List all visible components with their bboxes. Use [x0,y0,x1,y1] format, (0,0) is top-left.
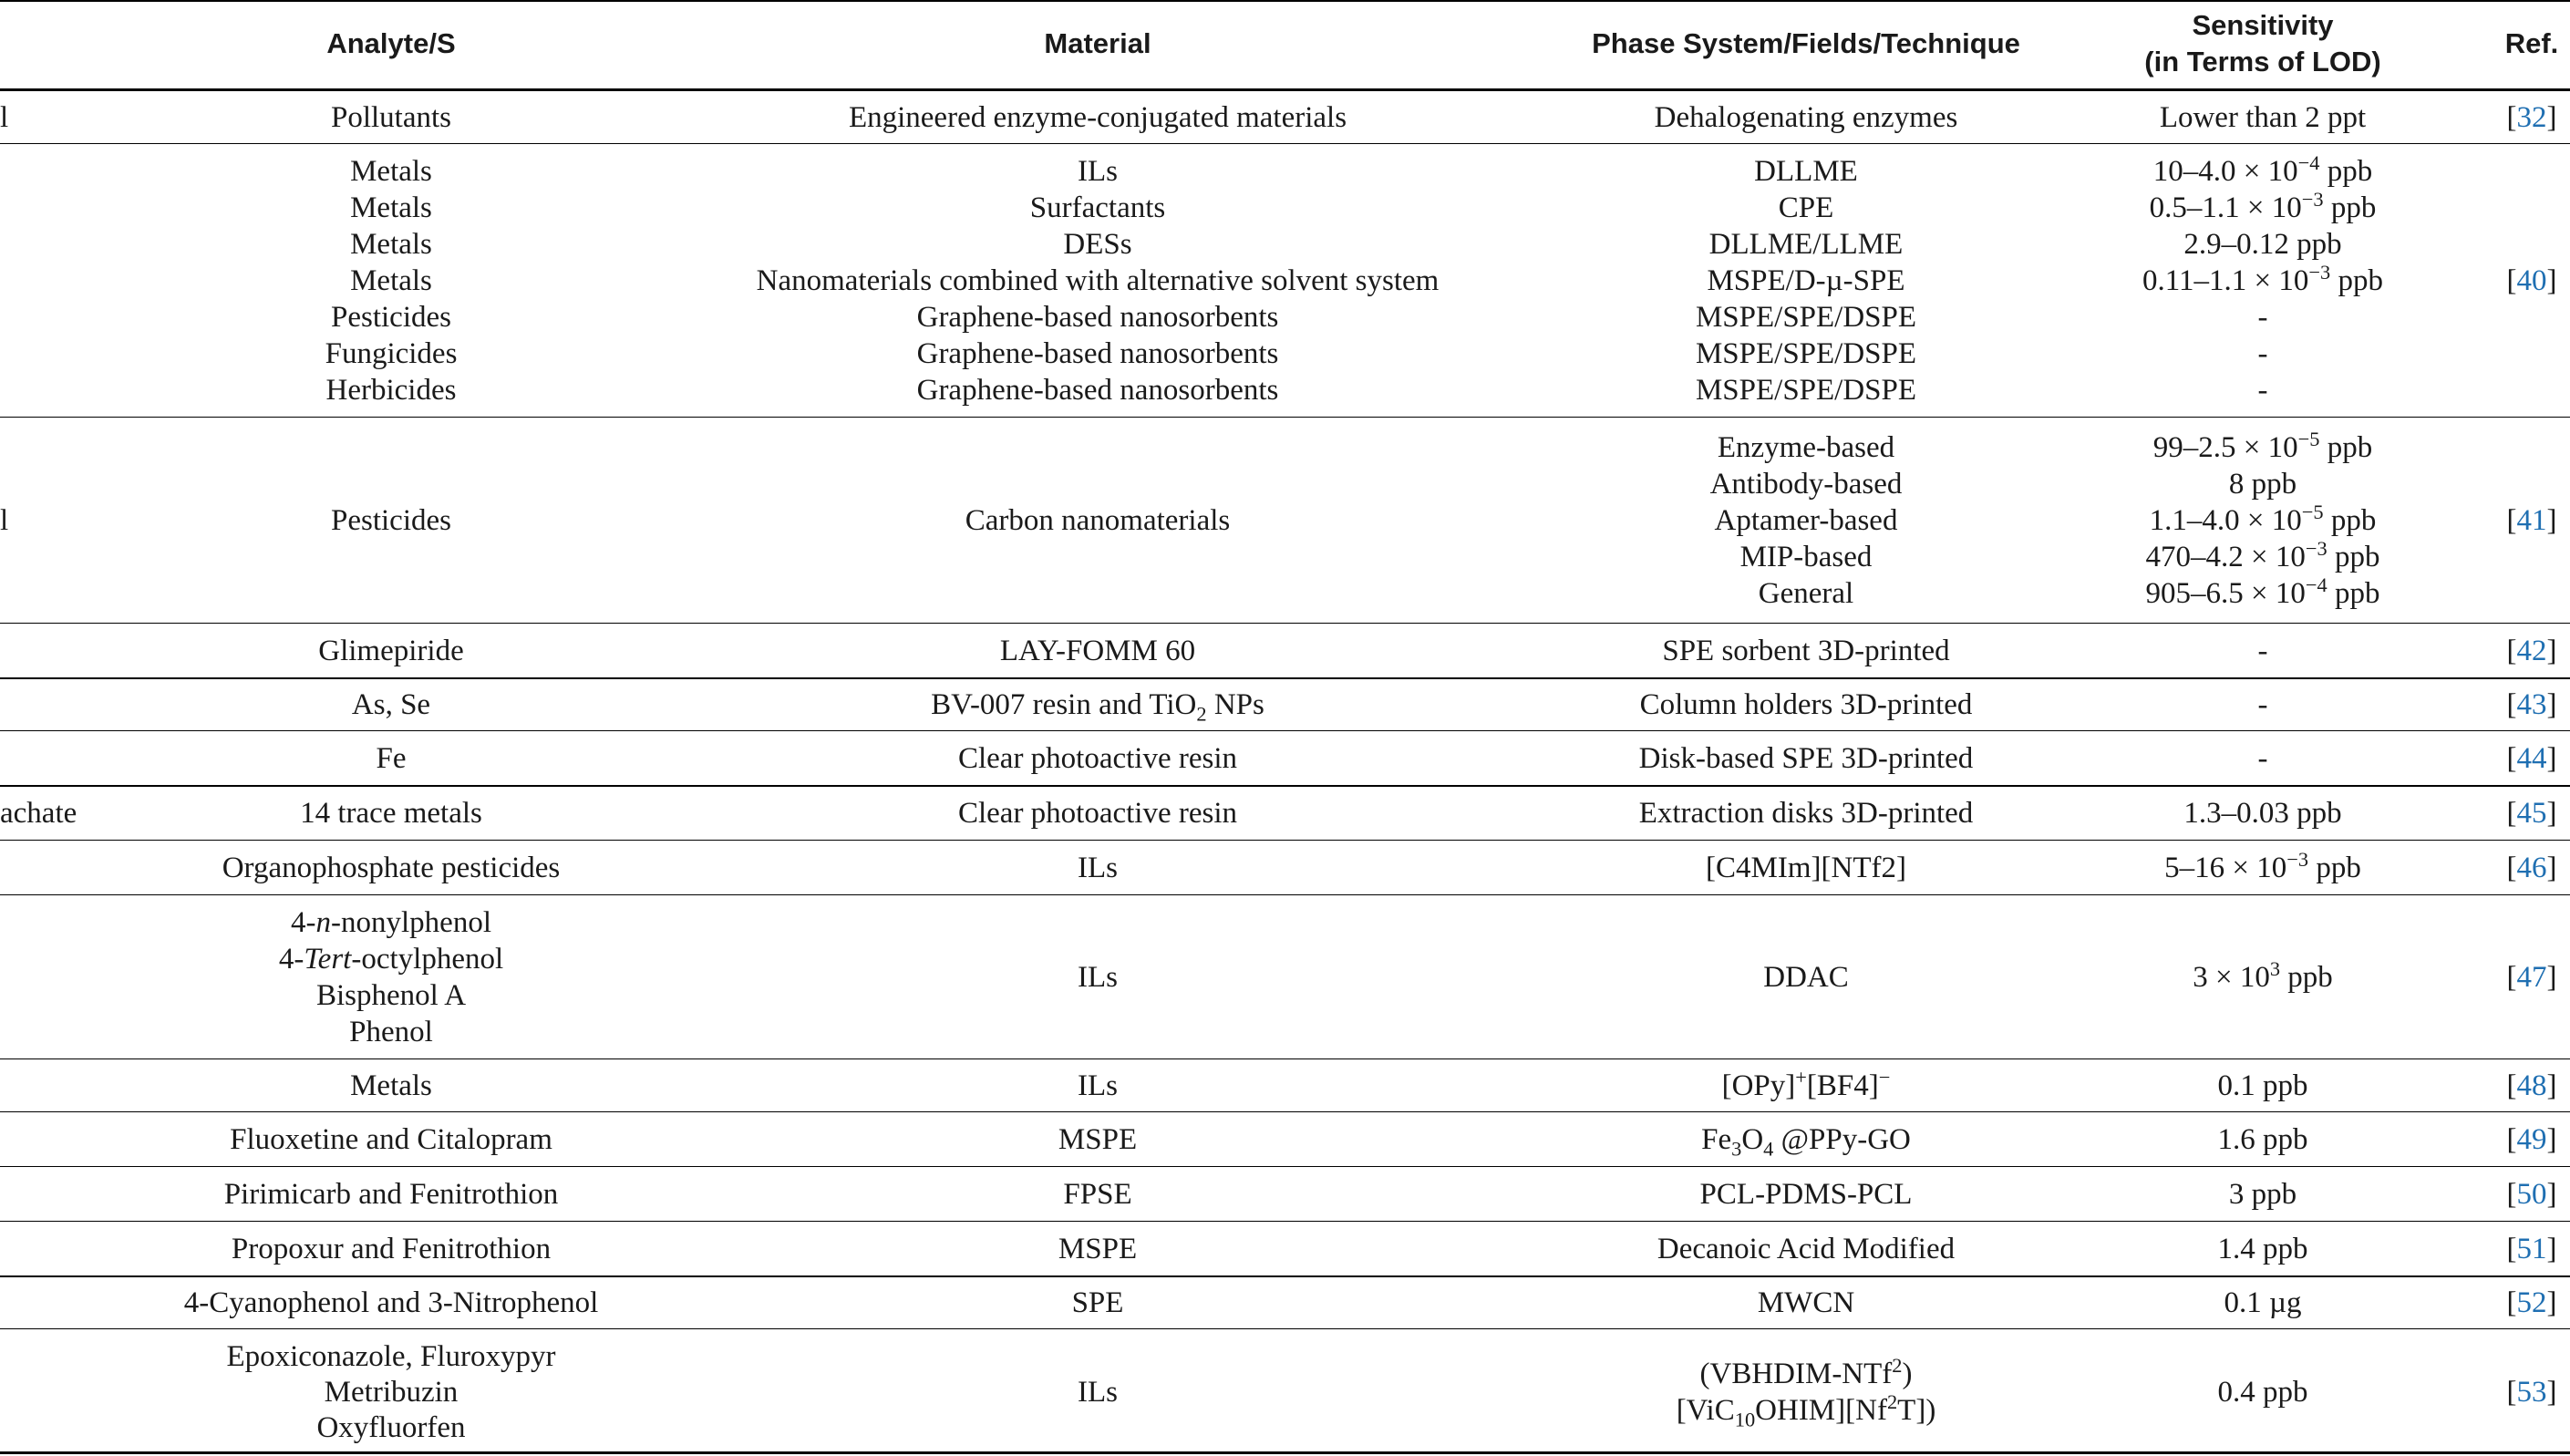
cell-source-fragment: l [0,101,9,134]
cell-material: Clear photoactive resin [957,742,1238,775]
cell-sens: - [2257,742,2268,775]
cell-sens: Lower than 2 ppt [2159,101,2367,134]
cell-sens: $99-2.5 \times 10^{-5}$ ppb [2152,428,2373,464]
cell-phase: DLLME/LLME [1708,228,1904,261]
cell-phase: MSPE/SPE/DSPE [1695,374,1917,407]
ref-link[interactable]: [52] [2506,1286,2557,1319]
cell-analyte: Metals [350,228,432,261]
cell-material: Engineered enzyme-conjugated materials [848,101,1347,134]
row-rule [0,730,2570,731]
row-rule [0,1221,2570,1222]
cell-phase: Disk-based SPE 3D-printed [1638,742,1974,775]
cell-source-fragment: achate [0,797,77,830]
ref-link[interactable]: [40] [2506,264,2557,297]
ref-link[interactable]: [51] [2506,1233,2557,1265]
cell-analyte: Metals [350,1069,432,1102]
row-rule [0,840,2570,841]
cell-analyte: Bisphenol A [315,979,467,1012]
ref-link[interactable]: [53] [2506,1375,2557,1409]
ref-link[interactable]: [46] [2506,852,2557,884]
cell-analyte: Glimepiride [318,635,464,667]
ref-link[interactable]: [32] [2506,101,2557,134]
row-rule [0,1166,2570,1167]
cell-phase: Decanoic Acid Modified [1657,1233,1956,1265]
cell-material: Clear photoactive resin [957,797,1238,830]
ref-link[interactable]: [41] [2506,504,2557,537]
cell-material: ILs [1078,1375,1118,1409]
cell-material: ILs [1078,852,1118,884]
cell-analyte: 14 trace metals [300,797,482,830]
cell-analyte: Propoxur and Fenitrothion [231,1233,552,1265]
cell-material: Graphene-based nanosorbents [916,301,1279,334]
cell-phase: (VBHDIM-NTf$^2$) [1699,1353,1913,1390]
header-rule [0,88,2570,91]
row-rule [0,623,2570,624]
cell-sens: - [2257,688,2268,721]
cell-material: BV-007 resin and TiO$_2$ NPs [931,688,1264,726]
cell-material: MSPE [1058,1233,1138,1265]
cell-phase: MWCN [1757,1286,1855,1319]
cell-material: Nanomaterials combined with alternative solvent system [756,264,1440,297]
cell-phase: [C4MIm][NTf2] [1706,852,1906,884]
cell-material: LAY-FOMM 60 [999,635,1196,667]
cell-sens: $3 \times 10^3$ ppb [2193,957,2333,994]
header-sensitivity-line1: Sensitivity [2192,9,2334,41]
row-rule [0,143,2570,144]
header-ref: Ref. [2504,27,2559,59]
cell-sens: 0.1 ppb [2217,1069,2308,1102]
ref-link[interactable]: [44] [2506,742,2557,775]
ref-link[interactable]: [42] [2506,635,2557,667]
cell-phase: [OPy]+[BF4]− [1721,1066,1891,1102]
cell-sens: - [2257,635,2268,667]
cell-phase: MSPE/SPE/DSPE [1695,301,1917,334]
cell-material: DESs [1063,228,1132,261]
cell-analyte: Phenol [349,1016,433,1048]
cell-sens: 1.3–0.03 ppb [2183,797,2342,830]
cell-sens: 3 ppb [2228,1178,2297,1211]
cell-analyte: As, Se [351,688,431,721]
cell-sens: $0.5-1.1 \times 10^{-3}$ ppb [2149,188,2377,224]
cell-analyte: Pesticides [331,301,451,334]
cell-analyte: Pesticides [331,504,451,537]
cell-phase: PCL-PDMS-PCL [1699,1178,1913,1211]
cell-sens: $1.1-4.0 \times 10^{-5}$ ppb [2149,501,2377,537]
cell-analyte: Metals [350,155,432,188]
cell-sens: 2.9–0.12 ppb [2183,228,2342,261]
ref-link[interactable]: [48] [2506,1069,2557,1102]
cell-material: ILs [1078,155,1118,188]
ref-link[interactable]: [45] [2506,797,2557,830]
row-rule [0,894,2570,895]
cell-analyte: Oxyfluorfen [316,1410,466,1444]
cell-phase: MSPE/D-µ-SPE [1707,264,1905,297]
cell-material: Carbon nanomaterials [965,504,1231,537]
cell-phase: MIP-based [1739,541,1873,573]
cell-material: FPSE [1063,1178,1132,1211]
row-rule [0,785,2570,787]
cell-phase: MSPE/SPE/DSPE [1695,337,1917,370]
cell-phase: CPE [1778,191,1834,224]
cell-sens: 1.6 ppb [2217,1123,2308,1156]
cell-phase: DLLME [1754,155,1858,188]
cell-material: Surfactants [1029,191,1166,224]
cell-analyte: Fe [376,742,407,775]
cell-analyte: Pollutants [330,101,452,134]
ref-link[interactable]: [43] [2506,688,2557,721]
cell-analyte: Metals [350,264,432,297]
row-rule [0,1058,2570,1059]
cell-material: MSPE [1058,1123,1138,1156]
cell-analyte: Pirimicarb and Fenitrothion [223,1178,559,1211]
cell-analyte: Fluoxetine and Citalopram [230,1123,552,1156]
row-rule [0,1328,2570,1329]
header-sensitivity-line2: (in Terms of LOD) [2144,46,2381,77]
ref-link[interactable]: [49] [2506,1123,2557,1156]
cell-sens: 1.4 ppb [2217,1233,2308,1265]
cell-sens: $10-4.0 \times 10^{-4}$ ppb [2152,151,2373,188]
top-rule [0,0,2570,2]
cell-analyte: Fungicides [325,337,458,370]
cell-analyte: Epoxiconazole, Fluroxypyr [226,1339,556,1373]
cell-phase: Aptamer-based [1714,504,1898,537]
cell-phase: SPE sorbent 3D-printed [1662,635,1950,667]
cell-sens: 8 ppb [2228,468,2297,501]
row-rule [0,1111,2570,1112]
cell-analyte: Organophosphate pesticides [222,852,561,884]
cell-analyte: 4-Tert-octylphenol [278,943,504,976]
cell-sens: $0.11-1.1 \times 10^{-3}$ ppb [2142,261,2384,297]
cell-source-fragment: l [0,504,9,537]
cell-analyte: Herbicides [325,374,457,407]
row-rule [0,1275,2570,1277]
cell-sens: $470-4.2 \times 10^{-3}$ ppb [2145,537,2380,573]
cell-material: Graphene-based nanosorbents [916,374,1279,407]
cell-material: SPE [1071,1286,1124,1319]
cell-phase: Antibody-based [1709,468,1903,501]
cell-phase: Enzyme-based [1717,431,1895,464]
cell-material: ILs [1078,1069,1118,1102]
cell-phase: Dehalogenating enzymes [1654,101,1958,134]
header-analyte: Analyte/S [326,27,456,59]
bottom-rule [0,1451,2570,1454]
cell-analyte: Metals [350,191,432,224]
cell-phase: DDAC [1763,961,1849,994]
cell-phase: Column holders 3D-printed [1639,688,1973,721]
cell-phase: Extraction disks 3D-printed [1638,797,1974,830]
row-rule [0,677,2570,679]
row-rule [0,417,2570,418]
cell-sens: $905-6.5 \times 10^{-4}$ ppb [2145,573,2380,610]
cell-phase: General [1758,577,1854,610]
cell-analyte: Metribuzin [324,1375,459,1409]
cell-phase: $Fe_3O_4$ @PPy-GO [1701,1123,1911,1161]
header-phase: Phase System/Fields/Technique [1592,27,2020,59]
ref-link[interactable]: [50] [2506,1178,2557,1211]
cell-sens: $5-16 \times 10^{-3}$ ppb [2164,848,2361,884]
cell-sens: 0.1 µg [2224,1286,2302,1319]
header-material: Material [1044,27,1151,59]
cell-sens: - [2257,301,2268,334]
cell-analyte: 4-Cyanophenol and 3-Nitrophenol [183,1286,599,1319]
cell-sens: - [2257,337,2268,370]
header-sensitivity [2144,7,2380,80]
cell-sens: 0.4 ppb [2217,1375,2308,1409]
cell-material: Graphene-based nanosorbents [916,337,1279,370]
cell-material: ILs [1078,961,1118,994]
cell-analyte: 4-n-nonylphenol [291,906,491,939]
cell-phase: $[ViC_{10}OHIM][Nf^2T]$) [1676,1389,1936,1431]
ref-link[interactable]: [47] [2506,961,2557,994]
cell-sens: - [2257,374,2268,407]
